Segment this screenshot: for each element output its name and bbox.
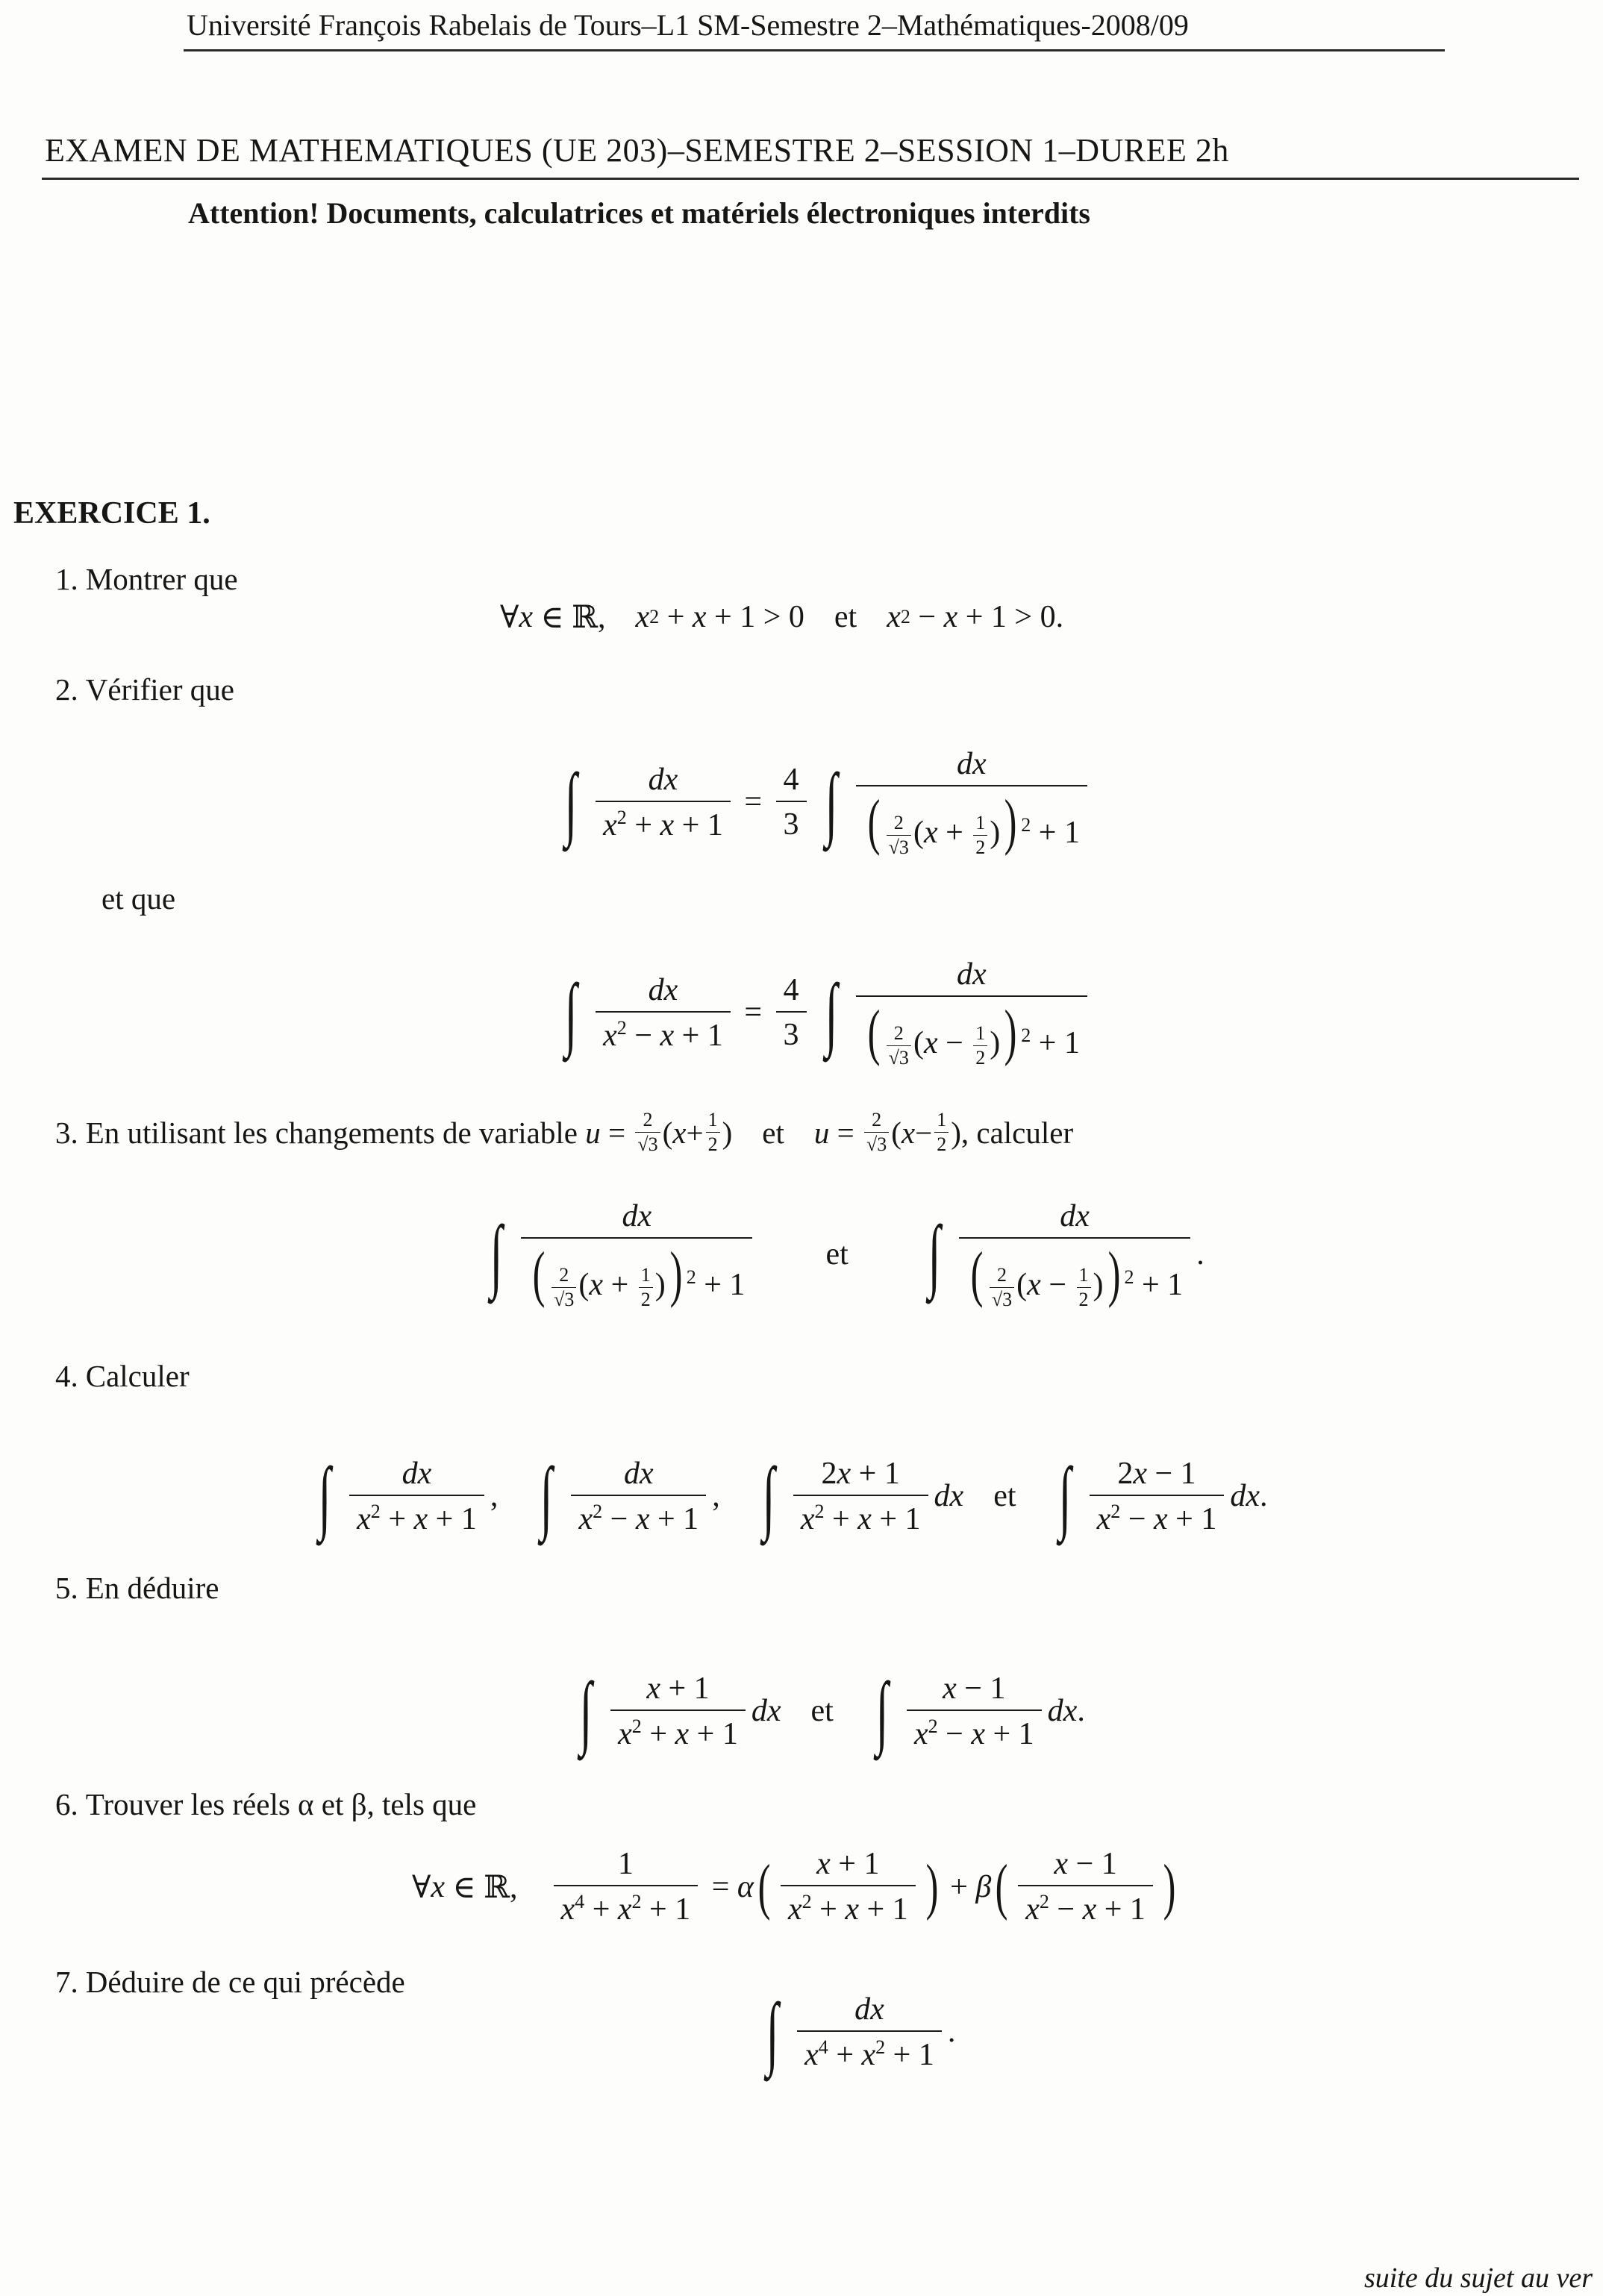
exam-title: EXAMEN DE MATHEMATIQUES (UE 203)–SEMESTRE 2–SESSION 1–DUREE 2h xyxy=(45,132,1229,169)
formula-substitution-integrals: ∫ dx ( $\frac{2}{√3}$ (x + $\frac{1}{2}$ )) $^2$ + 1 et ∫ dx ( $\frac{2}{√3}$ (x − $\frac{1}{2}$ )) $^2$ + 1 . xyxy=(490,1199,1204,1310)
exercise-heading: EXERCICE 1. xyxy=(13,496,210,531)
connector-text: et xyxy=(993,1479,1016,1513)
question-text: , calculer xyxy=(960,1115,1074,1150)
question-1 xyxy=(55,561,238,597)
formula-decomposition: ∀ x ∈ ℝ, $\frac{1}{x^4 + x^2 + 1}$ = α ( $\frac{x + 1}{x^2 + x + 1}$ ) + β ( $\frac{x - 1}{x^2 - x + 1}$ ) xyxy=(412,1847,1176,1927)
formula-identity-plus: ∫ $\frac{dx}{x^2 + x + 1}$ = $\frac{4}{3}$ ∫ dx ( $\frac{2}{√3}$ (x + $\frac{1}{2}$ )) $^2$ + 1 xyxy=(552,746,1093,859)
question-5 xyxy=(55,1570,219,1606)
question-text: Montrer que xyxy=(85,562,238,596)
question-text: Trouver les réels α et β, tels que xyxy=(85,1787,477,1821)
course-header: Université François Rabelais de Tours–L1 SM-Semestre 2–Mathématiques-2008/09 xyxy=(187,8,1189,42)
question-number: 2. xyxy=(55,672,78,707)
question-number: 3. xyxy=(55,1115,78,1150)
formula-final-integral: ∫ $\frac{dx}{x^4 + x^2 + 1}$ . xyxy=(766,1986,956,2077)
question-number: 6. xyxy=(55,1787,78,1821)
question-4 xyxy=(55,1358,190,1394)
question-3: 3. En utilisant les changements de variable u = 2 √3 ( x + 1 2 ) et u = 2 √3 ( x − 1 2 ) , calculer xyxy=(55,1109,1074,1155)
question-text: Déduire de ce qui précède xyxy=(85,1965,405,1999)
formula-four-integrals: ∫ $\frac{dx}{x^2 + x + 1}$ , ∫ $\frac{dx}{x^2 - x + 1}$ , ∫ $\frac{2x + 1}{x^2 + x + 1}$ dx et ∫ $\frac{2x - 1}{x^2 - x + 1}$ dx . xyxy=(318,1451,1268,1542)
formula-deduce-integrals: ∫ $\frac{x + 1}{x^2 + x + 1}$ dx et ∫ $\frac{x - 1}{x^2 - x + 1}$ dx . xyxy=(579,1665,1085,1757)
exam-instructions: Attention! Documents, calculatrices et matériels électroniques interdits xyxy=(188,196,1090,230)
connector-text: et xyxy=(825,1237,849,1272)
connector-text: et xyxy=(810,1694,834,1728)
title-underline xyxy=(42,178,1579,180)
question-number: 4. xyxy=(55,1359,78,1393)
question-number: 1. xyxy=(55,562,78,596)
continuation-note: suite du sujet au ver xyxy=(1363,2262,1593,2294)
question-text: Calculer xyxy=(85,1359,190,1393)
question-text: En déduire xyxy=(85,1571,219,1605)
question-number: 5. xyxy=(55,1571,78,1605)
question-text: Vérifier que xyxy=(85,672,234,707)
question-7 xyxy=(55,1964,405,2000)
header-underline xyxy=(184,49,1445,51)
question-number: 7. xyxy=(55,1965,78,1999)
question-text: En utilisant les changements de variable xyxy=(85,1115,578,1150)
connector-text: et que xyxy=(101,881,176,916)
formula-identity-minus: ∫ $\frac{dx}{x^2 - x + 1}$ = $\frac{4}{3}$ ∫ dx ( $\frac{2}{√3}$ (x − $\frac{1}{2}$ )) $^2$ + 1 xyxy=(552,957,1093,1069)
question-6 xyxy=(55,1786,476,1822)
question-2 xyxy=(55,672,234,707)
formula-positivity: ∀ x ∈ ℝ, x 2 + x + 1 > 0 et x 2 − x + 1 > 0. xyxy=(500,600,1064,635)
question-text: et xyxy=(762,1115,784,1150)
